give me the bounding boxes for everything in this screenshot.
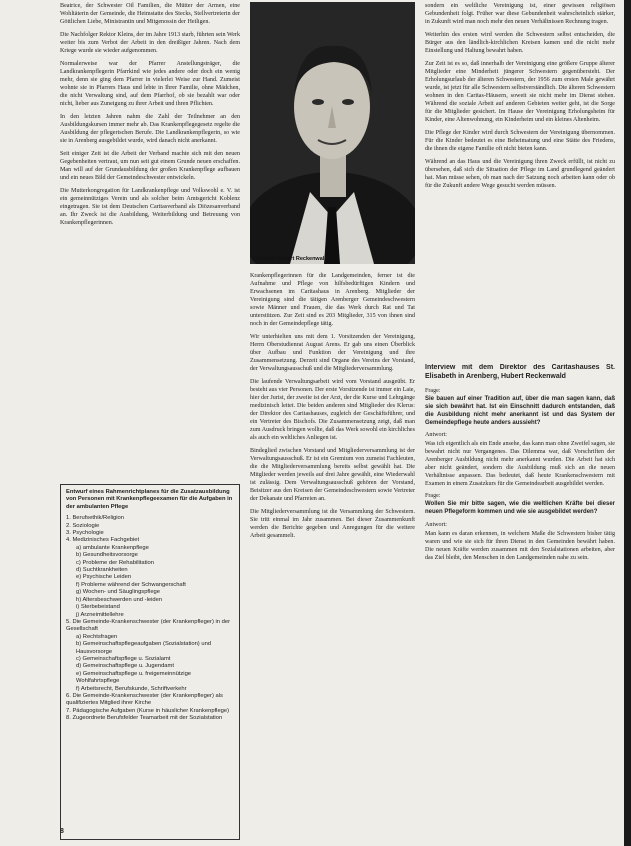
curriculum-item: 3. Psychologie [66,530,104,537]
curriculum-item: a) ambulante Krankenpflege [76,544,149,551]
paragraph: Die laufende Verwaltungsarbeit wird vom Vorstand ausgeübt. Er besteht aus vier Personen. Der erste Vorsitzende ist immer ein Laie, hier der Jurist, der zweite ist der Arzt, der die Kurse und Lehrgänge medizinisch leitet. Die beiden anderen sind Mitglieder des Klerus: der Direktor des Caritashauses, zugleich der Geschäftsführer, und ein Vertreter des Bischofs. Die Zusammensetzung zeigt, daß man zum Ausdruck bringen wollte, daß das Werk sowohl ein kirchliches als auch ein weltliches Anliegen ist. [250,379,415,441]
paragraph: Krankenpflegerinnen für die Landgemeinden, ferner ist die Aufnahme und Pflege von hilfsbedürftigen Kindern und Erwachsenen im Caritashaus in Arenberg. Mitglieder der Vereinigung sind die tätigen Arenberger Gemeindeschwestern sowie Männer und Frauen, die das Werk durch Rat und Tat unterstützen. Zur Zeit sind es 203 Mitglieder, 315 von ihnen sind noch in der Gemeindepflege tätig. [250,273,415,327]
curriculum-item: a) Rechtsfragen [76,633,118,640]
paragraph: Weiterhin des ersten wird werden die Schwestern selbst entscheiden, die Bürger aus den ländlich-kirchlichen Kreisen kamen und die nicht mehr Einstellung und Haltung bewahrt haben. [425,32,615,54]
paragraph: Normalerweise war der Pfarrer Anstellungsträger, die Landkrankenpflegerin Pfarrkind wie jedes andere oder doch ein wenig mehr, denn sie ging dem Pfarrer in vielerlei Weise zur Hand. Zumeist wohnte sie in Pfarrers Haus und lebte in Ihrer Familie, ohne Mädchen, die nicht Verwaltung sind, auf dem Pfarrhof, ob sie bezahlt war oder nicht, lieber aus Zuneigung zu ihrer Arbeit und ihren Pflichten. [60,61,240,107]
qa-label: Antwort: [425,432,448,439]
curriculum-item: 1. Berufsethik/Religion [66,515,125,522]
curriculum-item: 2. Soziologie [66,522,100,529]
paragraph: sondern ein weltliche Vereinigung ist, einer gewissen religiösen Gebundenheit folgt. Früher war diese Gebundenheit wahrscheinlich stärker, in Zukunft wird man noch mehr den neuen Verhältnissen Rechnung tragen. [425,3,615,25]
curriculum-item: d) Suchtkrankheiten [76,567,128,574]
qa-label: Frage: [425,388,441,395]
curriculum-item: i) Sterbebeistand [76,604,120,611]
paragraph: Bindeglied zwischen Vorstand und Mitgliederversammlung ist der Verwaltungsausschuß. Er ist ein Gremium von zumeist Fachleuten, die die Mitgliederversammlung bereits selbst gewählt hat. Die Mitglieder werden jeweils auf drei Jahre gewählt, eine Wiederwahl ist zulässig. Dem Verwaltungsausschuß gehören der Vorstand, Beisitzer aus den Kreisen der Gemeindeschwestern sowie Vertreter der Dekanate und Pfarreien an. [250,448,415,502]
paragraph: In den letzten Jahren nahm die Zahl der Teilnehmer an den Ausbildungskursen immer mehr ab. Das Krankenpflegegesetz regelte die Ausbildung der pflegerischen Berufe. Die Landkrankenpflegerin, so wie sie in Arenberg ausgebildet wurde, wird danach nicht anerkannt. [60,114,240,144]
curriculum-item: 8. Zugeordnete Berufsfelder Teamarbeit mit der Sozialstation [66,715,223,722]
curriculum-item: c) Gemeinschaftspflege u. Sozialamt [76,655,171,662]
portrait-illustration [250,2,415,264]
curriculum-list [66,515,234,722]
curriculum-item: 4. Medizinisches Fachgebiet [66,537,140,544]
qa-label: Frage: [425,493,441,500]
paragraph: Die Nachfolger Rektor Kleins, der im Jahre 1913 starb, führten sein Werk weiter bis zum Verbot der Arbeit in den dreißiger Jahren. Nach dem Kriege wurde sie wieder aufgenommen. [60,32,240,54]
curriculum-box-title: Entwurf eines Rahmenrichtplanes für die Zusatzausbildung von Personen mit Krankenpflegeexamen für die Aufgaben in der ambulanten Pflege [66,489,233,510]
curriculum-item: d) Gemeinschaftspflege u. Jugendamt [76,663,174,670]
portrait-photo [250,2,415,264]
qa-label: Antwort: [425,521,448,528]
curriculum-item: e) Gemeinschaftspflege u. freigemeinnützige Wohlfahrtspflege [76,670,192,685]
paragraph: Die Pflege der Kinder wird durch Schwestern der Vereinigung übernommen. Für die Kinder bedeutet es eine Beheimatung und eine Stätte des Friedens, die ihnen die eigene Familie oft nicht bieten kann. [425,130,615,152]
qa-answer: Was ich eigentlich als ein Ende ansehe, das kann man ohne Zweifel sagen, sie bewahrt nicht nur Vergangenes. Das Dilemma war, daß Vorschriften der Arenberger Ausbildung nicht mehr anerkannt wurden. Die Arbeit hat sich aber nicht geändert, sondern die Ausbildung muß sich an die neuen Verhältnisse anpassen. Das bedeutet, daß heute Krankenschwestern mit Examen in einem Zusatzkurs für die Gemeindearbeit ausgebildet werden. [425,441,615,488]
photo-caption: Direktor Hubert Reckenwald [254,256,328,262]
qa-question: Sie bauen auf einer Tradition auf, über die man sagen kann, daß sie sich bewährt hat. Ist ein Einschnitt dadurch entstanden, daß die Ausbildung nicht mehr anerkannt ist und das System der Gemeindepflege heute anders aussieht? [425,396,615,426]
curriculum-item: 5. Die Gemeinde-Krankenschwester (der Krankenpfleger) in der Gesellschaft [66,618,231,633]
curriculum-item: 6. Die Gemeinde-Krankenschwester (der Krankenpfleger) als qualifiziertes Mitglied ihrer Kirche [66,692,223,707]
curriculum-item: e) Psychische Leiden [76,574,132,581]
curriculum-item: j) Arzneimittellehre [76,611,124,618]
column-center-text [250,272,415,842]
curriculum-item: 7. Pädagogische Aufgaben (Kurse in häuslicher Krankenpflege) [66,707,230,714]
qa-question: Wollen Sie mir bitte sagen, wie die weltlichen Kräfte bei dieser neuen Pflegeform kommen und wie sie ausgebildet werden? [425,501,615,516]
paragraph: Beatrice, der Schwester Oil Familien, die Mütter der Armen, eine Wohltäterin der Gemeinde, die Heimstatte des Stecks, Stellvertreterin der Göttlichen Liebe, Ministrantin und Mitgenossin der Heiligen. [60,3,240,25]
paragraph: Seit einiger Zeit ist die Arbeit der Verband machte sich mit den neuen Gegebenheiten vertraut, um nun seit gut einem Grunde neuen erschaffen. Man will auf der Grundausbildung der großen Krankenpflege aufbauen und ein neues Bild der Gemeindeschwester entwickeln. [60,151,240,181]
column-left-text [60,2,240,480]
qa-answer: Man kann es daran erkennen, in welchem Maße die Schwestern bisher tätig waren und wie sie sich für ihren Dienst in den Gemeinden bewährt haben. Die neuen Kräfte werden zusammen mit den Sozialstationen arbeiten, aber das Ziel bleibt, den Menschen in den Landgemeinden nahe zu sein. [425,530,615,561]
paragraph: Wir unterhielten uns mit dem 1. Vorsitzenden der Vereinigung, Herrn Oberstudienrat August Arens. Er gab uns einen Überblick über Aufbau und Funktion der Vereinigung und ihre Zusammensetzung. Derzeit sind Organe des Vereins der Vorstand, der Verwaltungsausschuß und die Mitgliederversammlung. [250,334,415,372]
interview-title: Interview mit dem Direktor des Caritashauses St. Elisabeth in Arenberg, Hubert Reckenwald [425,364,615,380]
curriculum-box [60,484,240,840]
curriculum-item: b) Gesundheitsvorsorge [76,552,138,559]
curriculum-item: f) Arbeitsrecht, Berufskunde, Schriftverkehr [76,685,187,692]
paragraph: Während an das Haus und die Vereinigung ihren Zweck erfüllt, ist nicht zu übersehen, daß sich die Situation der Pflege im Land grundlegend geändert hat. Man müsse sehen, ob man nach der Satzung noch arbeiten kann oder ob für die Zukunft andere Wege gesucht werden müssen. [425,159,615,189]
curriculum-item: f) Probleme während der Schwangerschaft [76,581,186,588]
paragraph: Die Mutterkongregation für Landkrankenpflege und Volkswohl e. V. ist ein gemeinnütziges Verein und als solcher beim Amtsgericht Koblenz eingetragen. Sie ist dem Deutschen Caritasverband als Diözesanverband an. Ihr Zweck ist die Ausbildung, Weiterbildung und Betreuung von Krankenpflegerinnen. [60,188,240,226]
interview-qa-list [425,387,615,562]
interview-section [425,364,615,844]
curriculum-item: g) Wochen- und Säuglingspflege [76,589,161,596]
paragraph: Zur Zeit ist es so, daß innerhalb der Vereinigung eine größere Gruppe älterer Mitglieder eine Minderheit jüngerer Schwestern gegenübersteht. Der Erholungsurlaub der älteren Schwestern, der 1956 zum ersten Male gewährt wurde, ist jetzt für alle Schwestern selbstverständlich. Die älteren Schwestern wohnen in den Caritas-Häusern, soweit sie nicht mehr im Dienst stehen. Während die soziale Arbeit auf anderen Gebieten weiter geht, ist die Sorge für die Mitglieder gesichert. Im Hause der Vereinigung Erholungsheim für Kinder, eine Altenwohnung, ein Kinderheim und ein kleines Altenheim. [425,61,615,123]
curriculum-item: b) Gemeinschaftspflegeaufgaben (Sozialstation) und Hausvorsorge [76,641,212,655]
page-edge-shadow [624,0,631,846]
curriculum-item: c) Probleme der Rehabilitation [76,559,154,566]
column-right-text [425,2,615,352]
paragraph: Die Mitgliederversammlung ist die Versammlung der Schwestern. Sie tritt einmal im Jahr zusammen. Bei dieser Zusammenkunft werden die Berichte gegeben und Anregungen für die weitere Arbeit gesammelt. [250,509,415,539]
curriculum-item: h) Altersbeschwerden und -leiden [76,596,163,603]
page-number: 8 [60,828,64,835]
